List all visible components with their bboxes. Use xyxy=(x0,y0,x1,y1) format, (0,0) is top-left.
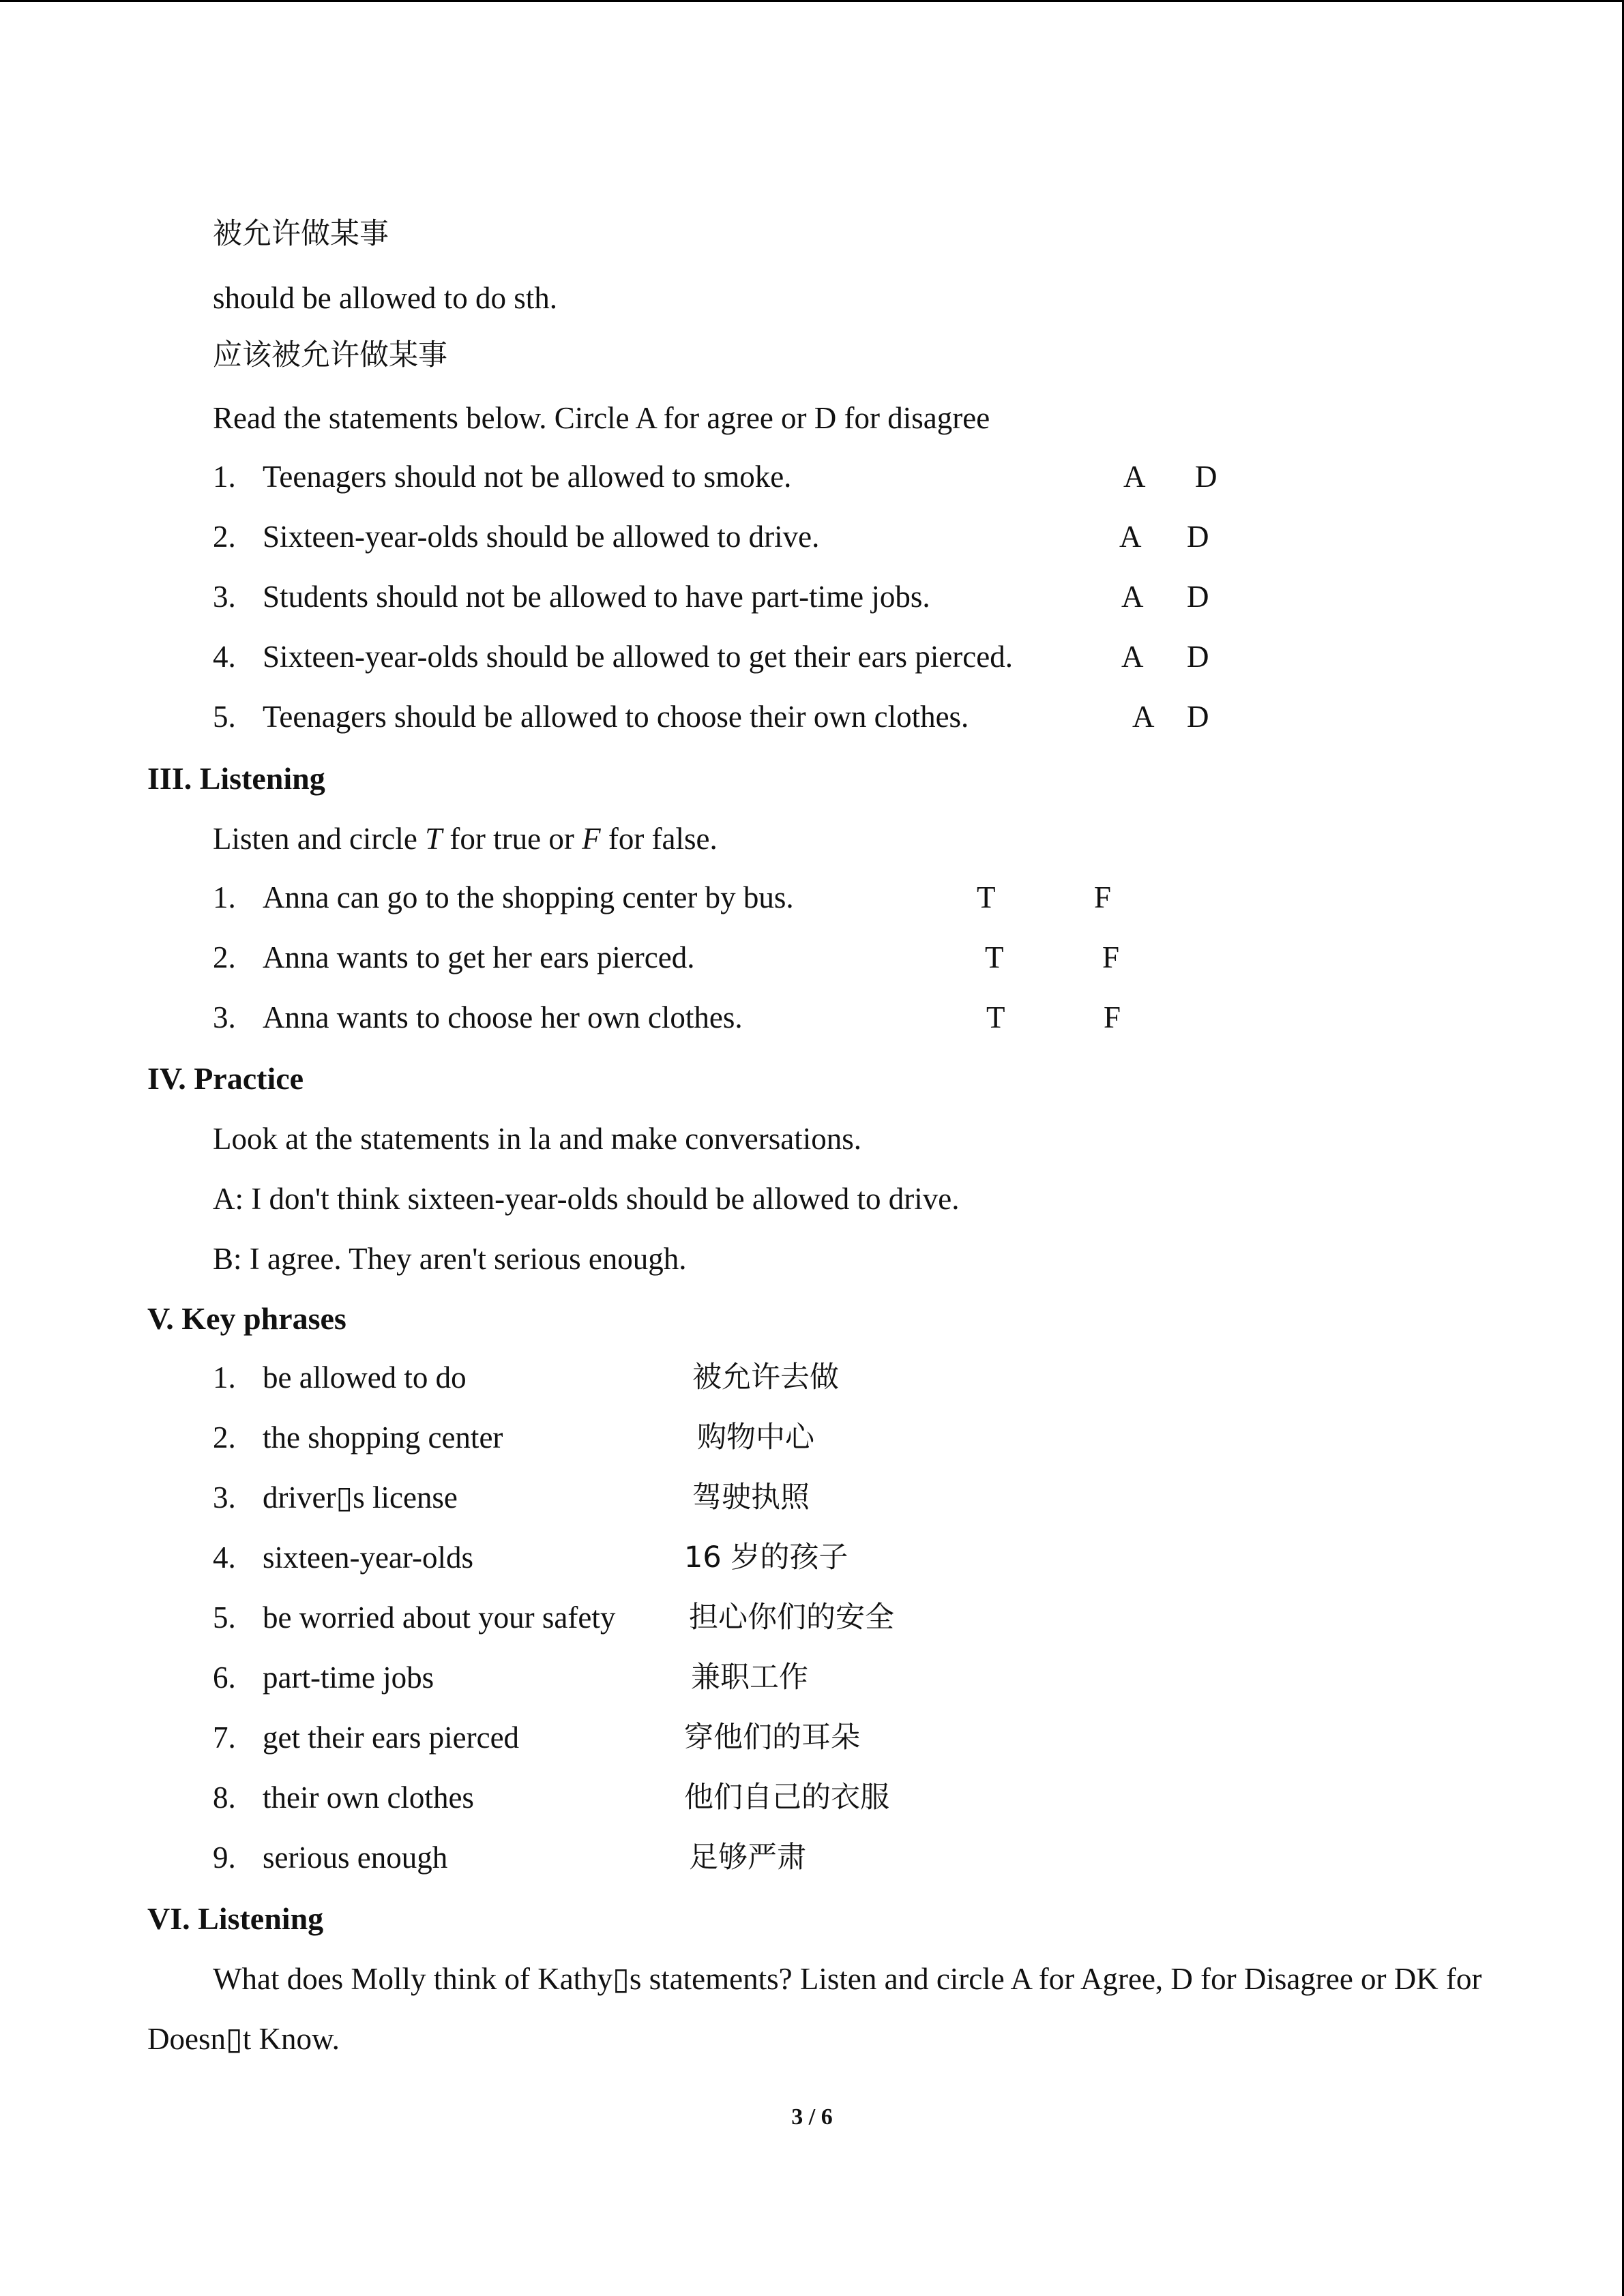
false-option: F xyxy=(1104,1000,1121,1034)
phrase-en: get their ears pierced xyxy=(263,1720,520,1755)
phrase-en: their own clothes xyxy=(263,1780,474,1815)
section-heading-key-phrases: V. Key phrases xyxy=(147,1301,346,1336)
section-heading-listening-3: III. Listening xyxy=(147,761,325,796)
true-option: T xyxy=(977,880,996,914)
listening-text: Anna can go to the shopping center by bus. xyxy=(263,880,794,914)
phrase-en: be allowed to do xyxy=(263,1360,467,1395)
instr-t: T xyxy=(425,822,443,856)
disagree-option: D xyxy=(1195,460,1217,494)
instr-text: for false. xyxy=(600,822,718,856)
practice-line-1: Look at the statements in la and make conversations. xyxy=(213,1122,861,1156)
phrase-num: 1. xyxy=(213,1360,236,1395)
instr-text: Listen and circle xyxy=(213,822,426,856)
agree-option: A xyxy=(1121,640,1144,674)
listening-num: 2. xyxy=(213,940,236,974)
instr-text: for true or xyxy=(442,822,582,856)
phrase-zh: 驾驶执照 xyxy=(692,1480,810,1515)
false-option: F xyxy=(1094,880,1112,914)
phrase-zh: 购物中心 xyxy=(697,1420,814,1455)
statement-text: Teenagers should not be allowed to smoke. xyxy=(263,460,792,494)
practice-line-3: B: I agree. They aren't serious enough. xyxy=(213,1242,687,1276)
statement-num: 2. xyxy=(213,520,236,554)
agree-option: A xyxy=(1132,700,1155,734)
disagree-option: D xyxy=(1187,640,1209,674)
phrase-zh: 被允许去做 xyxy=(692,1360,839,1395)
true-option: T xyxy=(985,940,1004,974)
phrase-zh: 穿他们的耳朵 xyxy=(684,1720,860,1755)
phrase-en: sixteen-year-olds xyxy=(263,1540,473,1575)
phrase-num: 8. xyxy=(213,1780,236,1815)
phrase-en: the shopping center xyxy=(263,1420,503,1455)
phrase-zh: 他们自己的衣服 xyxy=(684,1780,889,1815)
statement-text: Sixteen-year-olds should be allowed to get their ears pierced. xyxy=(263,640,1013,674)
phrase-zh: 足够严肃 xyxy=(689,1840,806,1875)
listening-text: Anna wants to get her ears pierced. xyxy=(263,940,695,974)
section-heading-listening-6: VI. Listening xyxy=(147,1901,324,1936)
phrase-en: part-time jobs xyxy=(263,1660,434,1695)
phrase-num: 4. xyxy=(213,1540,236,1575)
phrase-zh: 担心你们的安全 xyxy=(689,1600,894,1635)
intro-instruction: Read the statements below. Circle A for agree or D for disagree xyxy=(213,401,990,435)
statement-text: Teenagers should be allowed to choose their own clothes. xyxy=(263,700,969,734)
agree-option: A xyxy=(1121,580,1144,614)
statement-num: 4. xyxy=(213,640,236,674)
agree-option: A xyxy=(1119,520,1142,554)
listening-6-paragraph: What does Molly think of Kathy▯s statements? Listen and circle A for Agree, D for Disagree or DK for Doesn▯t Know. xyxy=(147,1962,1482,2056)
disagree-option: D xyxy=(1187,580,1209,614)
statement-num: 3. xyxy=(213,580,236,614)
statement-text: Students should not be allowed to have part-time jobs. xyxy=(263,580,930,614)
practice-line-2: A: I don't think sixteen-year-olds should be allowed to drive. xyxy=(213,1182,960,1216)
false-option: F xyxy=(1102,940,1120,974)
phrase-zh: 16 岁的孩子 xyxy=(684,1540,848,1575)
disagree-option: D xyxy=(1187,520,1209,554)
agree-option: A xyxy=(1123,460,1146,494)
phrase-num: 7. xyxy=(213,1720,236,1755)
page-number: 3 / 6 xyxy=(791,2104,833,2130)
statement-num: 5. xyxy=(213,700,236,734)
section-heading-practice: IV. Practice xyxy=(147,1061,304,1096)
statement-text: Sixteen-year-olds should be allowed to drive. xyxy=(263,520,820,554)
disagree-option: D xyxy=(1187,700,1209,734)
phrase-zh: 兼职工作 xyxy=(691,1660,808,1695)
phrase-en: serious enough xyxy=(263,1840,448,1875)
phrase-num: 9. xyxy=(213,1840,236,1875)
listening-num: 3. xyxy=(213,1000,236,1034)
phrase-en: be worried about your safety xyxy=(263,1600,616,1635)
phrase-en: driver▯s license xyxy=(263,1480,458,1515)
intro-line-3: 应该被允许做某事 xyxy=(213,338,447,372)
statement-num: 1. xyxy=(213,460,236,494)
instr-f: F xyxy=(582,822,601,856)
phrase-num: 6. xyxy=(213,1660,236,1695)
listening-text: Anna wants to choose her own clothes. xyxy=(263,1000,743,1034)
phrase-num: 3. xyxy=(213,1480,236,1515)
true-option: T xyxy=(986,1000,1005,1034)
listening-instruction xyxy=(213,818,718,859)
listening-num: 1. xyxy=(213,880,236,914)
phrase-num: 5. xyxy=(213,1600,236,1635)
phrase-num: 2. xyxy=(213,1420,236,1455)
intro-line-2: should be allowed to do sth. xyxy=(213,281,557,315)
intro-line-1: 被允许做某事 xyxy=(213,217,389,251)
